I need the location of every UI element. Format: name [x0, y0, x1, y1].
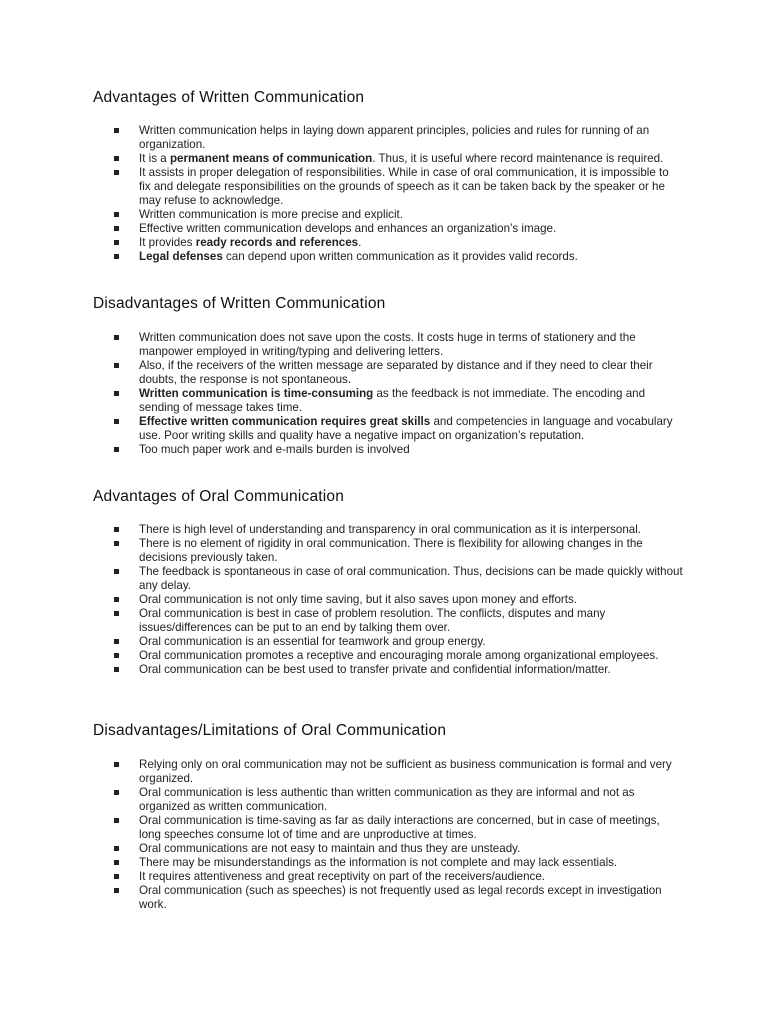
text-run: Oral communication is best in case of problem resolution. The conflicts, disputes and many issues/differences can be put to an end by talking them over.	[139, 607, 606, 634]
section-heading: Advantages of Written Communication	[93, 89, 365, 106]
list-item-text	[139, 786, 635, 813]
text-run: Oral communication promotes a receptive and encouraging morale among organizational employees.	[139, 649, 659, 662]
square-bullet-icon	[114, 170, 119, 175]
list-item-text	[139, 842, 520, 855]
square-bullet-icon	[114, 790, 119, 795]
list-item-text	[139, 537, 643, 564]
list-item-text	[139, 593, 577, 606]
list-item	[93, 387, 683, 415]
square-bullet-icon	[114, 846, 119, 851]
square-bullet-icon	[114, 818, 119, 823]
section-limitations-oral	[93, 722, 683, 911]
bullet-list	[93, 331, 683, 457]
bold-text: Effective written communication requires great skills	[139, 415, 431, 428]
list-item-text	[139, 565, 683, 592]
square-bullet-icon	[114, 667, 119, 672]
list-item	[93, 331, 683, 359]
square-bullet-icon	[114, 541, 119, 546]
text-run: Oral communication is time-saving as far as daily interactions are concerned, but in case of meetings, long speeches consume lot of time and are unproductive at times.	[139, 814, 660, 841]
list-item-text	[139, 443, 410, 456]
square-bullet-icon	[114, 419, 119, 424]
square-bullet-icon	[114, 156, 119, 161]
list-item-text	[139, 415, 673, 442]
section-heading: Advantages of Oral Communication	[93, 488, 345, 505]
text-run: It is a	[139, 152, 170, 165]
text-run: There is high level of understanding and transparency in oral communication as it is interpersonal.	[139, 523, 642, 536]
square-bullet-icon	[114, 611, 119, 616]
bullet-list	[93, 124, 683, 264]
square-bullet-icon	[114, 447, 119, 452]
square-bullet-icon	[114, 888, 119, 893]
square-bullet-icon	[114, 569, 119, 574]
bold-text: Legal defenses	[139, 250, 223, 263]
text-run: . Thus, it is useful where record maintenance is required.	[372, 152, 664, 165]
bold-text: permanent means of communication	[169, 152, 373, 165]
square-bullet-icon	[114, 653, 119, 658]
square-bullet-icon	[114, 874, 119, 879]
list-item	[93, 359, 683, 387]
text-run: and competencies in language and vocabulary use. Poor writing skills and quality have a negative impact on organization’s reputation.	[139, 415, 673, 442]
list-item	[93, 856, 683, 870]
text-run: can depend upon written communication as it provides valid records.	[222, 250, 578, 263]
text-run: as the feedback is not immediate. The encoding and sending of message takes time.	[139, 387, 646, 414]
text-run: Oral communication (such as speeches) is not frequently used as legal records except in investigation work.	[139, 884, 662, 911]
list-item-text	[139, 166, 669, 207]
list-item-text	[139, 208, 403, 221]
list-item-text	[139, 870, 545, 883]
text-run: Oral communication is not only time saving, but it also saves upon money and efforts.	[139, 593, 577, 606]
section-disadvantages-written	[93, 295, 683, 456]
list-item-text	[139, 663, 611, 676]
list-item	[93, 208, 683, 222]
list-item	[93, 870, 683, 884]
list-item	[93, 152, 683, 166]
list-item	[93, 537, 683, 565]
bold-text: ready records and references	[195, 236, 359, 249]
list-item-text	[139, 649, 658, 662]
text-run: There may be misunderstandings as the information is not complete and may lack essentials.	[139, 856, 618, 869]
square-bullet-icon	[114, 240, 119, 245]
list-item	[93, 593, 683, 607]
list-item-text	[139, 124, 649, 151]
text-run: Oral communication is an essential for teamwork and group energy.	[139, 635, 486, 648]
list-item	[93, 884, 683, 912]
bold-text: Written communication is time-consuming	[139, 387, 374, 400]
list-item-text	[139, 250, 578, 263]
text-run: Too much paper work and e-mails burden is involved	[139, 443, 410, 456]
list-item-text	[139, 359, 653, 386]
list-item	[93, 443, 683, 457]
text-run: Written communication helps in laying down apparent principles, policies and rules for running of an organization.	[139, 124, 650, 151]
text-run: The feedback is spontaneous in case of oral communication. Thus, decisions can be made quickly without any delay.	[139, 565, 683, 592]
list-item-text	[139, 523, 641, 536]
square-bullet-icon	[114, 639, 119, 644]
square-bullet-icon	[114, 860, 119, 865]
text-run: Also, if the receivers of the written message are separated by distance and if they need to clear their doubts, the response is not spontaneous.	[139, 359, 653, 386]
text-run: Oral communication can be best used to transfer private and confidential information/matter.	[139, 663, 611, 676]
square-bullet-icon	[114, 391, 119, 396]
bullet-list	[93, 523, 683, 677]
list-item	[93, 814, 683, 842]
list-item-text	[139, 758, 672, 785]
list-item-text	[139, 331, 636, 358]
square-bullet-icon	[114, 762, 119, 767]
section-heading: Disadvantages of Written Communication	[93, 295, 386, 312]
list-item-text	[139, 152, 663, 165]
list-item	[93, 166, 683, 208]
list-item-text	[139, 814, 660, 841]
list-item-text	[139, 222, 556, 235]
list-item	[93, 649, 683, 663]
text-run: There is no element of rigidity in oral communication. There is flexibility for allowing changes in the decisions previously taken.	[139, 537, 643, 564]
bullet-list	[93, 758, 683, 912]
square-bullet-icon	[114, 212, 119, 217]
list-item	[93, 523, 683, 537]
text-run: It provides	[139, 236, 196, 249]
text-run: Relying only on oral communication may not be sufficient as business communication is formal and very organized.	[139, 758, 672, 785]
square-bullet-icon	[114, 254, 119, 259]
list-item-text	[139, 635, 485, 648]
square-bullet-icon	[114, 128, 119, 133]
list-item	[93, 758, 683, 786]
square-bullet-icon	[114, 335, 119, 340]
list-item	[93, 842, 683, 856]
list-item	[93, 635, 683, 649]
list-item	[93, 236, 683, 250]
text-run: Written communication is more precise and explicit.	[139, 208, 403, 221]
list-item-text	[139, 387, 645, 414]
list-item	[93, 565, 683, 593]
text-run: It assists in proper delegation of responsibilities. While in case of oral communication, it is impossible to fix and delegate responsibilities on the grounds of speech as it can be taken back by the speaker or he may refuse to acknowledge.	[139, 166, 669, 207]
list-item-text	[139, 236, 361, 249]
text-run: Oral communication is less authentic than written communication as they are informal and not as organized as written communication.	[139, 786, 635, 813]
text-run: .	[358, 236, 362, 249]
list-item	[93, 222, 683, 236]
text-run: Written communication does not save upon the costs. It costs huge in terms of stationery and the manpower employed in writing/typing and delivering letters.	[139, 331, 636, 358]
list-item	[93, 663, 683, 677]
list-item-text	[139, 884, 662, 911]
list-item-text	[139, 607, 605, 634]
text-run: Effective written communication develops and enhances an organization’s image.	[139, 222, 557, 235]
text-run: Oral communications are not easy to maintain and thus they are unsteady.	[139, 842, 521, 855]
section-advantages-oral	[93, 488, 683, 676]
square-bullet-icon	[114, 527, 119, 532]
list-item	[93, 124, 683, 152]
list-item	[93, 786, 683, 814]
list-item	[93, 607, 683, 635]
square-bullet-icon	[114, 363, 119, 368]
list-item-text	[139, 856, 617, 869]
square-bullet-icon	[114, 597, 119, 602]
section-advantages-written	[93, 89, 683, 263]
list-item	[93, 415, 683, 443]
square-bullet-icon	[114, 226, 119, 231]
section-heading: Disadvantages/Limitations of Oral Communication	[93, 722, 447, 739]
text-run: It requires attentiveness and great receptivity on part of the receivers/audience.	[139, 870, 546, 883]
list-item	[93, 250, 683, 264]
